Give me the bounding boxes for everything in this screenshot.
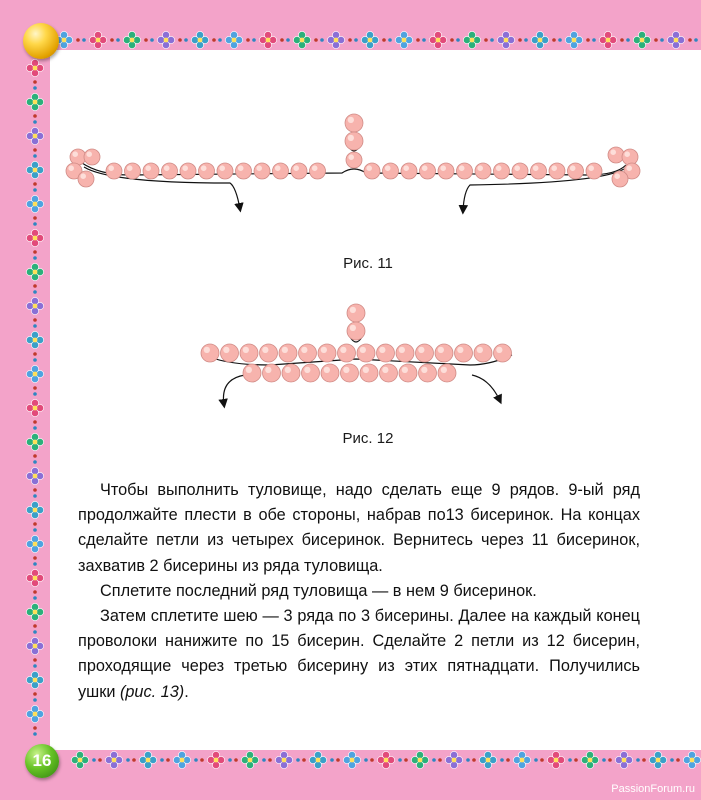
- small-bead: [314, 38, 318, 42]
- small-bead: [626, 38, 630, 42]
- small-bead: [246, 38, 250, 42]
- small-bead: [33, 460, 37, 464]
- small-bead: [642, 758, 646, 762]
- small-bead: [422, 38, 426, 42]
- small-bead: [33, 562, 37, 566]
- bead-flower-icon: [343, 751, 360, 768]
- bead-flower-icon: [26, 399, 43, 416]
- small-bead: [354, 38, 358, 42]
- bead-flower-icon: [26, 603, 43, 620]
- bead: [360, 364, 378, 382]
- bead-flower-icon: [615, 751, 632, 768]
- small-bead: [33, 182, 37, 186]
- bead: [106, 163, 122, 179]
- small-bead: [518, 38, 522, 42]
- small-bead: [33, 284, 37, 288]
- bead: [612, 171, 628, 187]
- small-bead: [33, 630, 37, 634]
- small-bead: [33, 692, 37, 696]
- paragraph-3: [78, 604, 640, 705]
- bead-flower-icon: [26, 365, 43, 382]
- small-bead: [620, 38, 624, 42]
- small-bead: [33, 86, 37, 90]
- small-bead: [262, 758, 266, 762]
- small-bead: [364, 758, 368, 762]
- bead-flower-icon: [225, 31, 242, 48]
- bead: [260, 344, 278, 362]
- bead-flower-icon: [445, 751, 462, 768]
- small-bead: [302, 758, 306, 762]
- bead-flower-icon: [71, 751, 88, 768]
- small-bead: [126, 758, 130, 762]
- small-bead: [654, 38, 658, 42]
- small-bead: [33, 732, 37, 736]
- small-bead: [33, 528, 37, 532]
- small-bead: [33, 494, 37, 498]
- bead-flower-icon: [26, 331, 43, 348]
- figure-11-caption: Рис. 11: [343, 255, 393, 272]
- bead-flower-icon: [191, 31, 208, 48]
- bead-flower-icon: [479, 751, 496, 768]
- bead: [399, 364, 417, 382]
- bead-flower-icon: [26, 705, 43, 722]
- small-bead: [592, 38, 596, 42]
- small-bead: [506, 758, 510, 762]
- bead-flower-icon: [26, 59, 43, 76]
- bead-flower-icon: [241, 751, 258, 768]
- bead-flower-icon: [26, 263, 43, 280]
- bead-flower-icon: [497, 31, 514, 48]
- paragraph-3-end: .: [184, 682, 189, 701]
- bead-flower-icon: [429, 31, 446, 48]
- small-bead: [212, 38, 216, 42]
- small-bead: [490, 38, 494, 42]
- paragraph-1: Чтобы выполнить туловище, надо сделать еще 9 рядов. 9-ый ряд продолжайте плести в обе стороны, набрав по13 бисеринок. На концах сделайте петли из четырех бисеринок. Вернитесь через 11 бисеринок, захватив 2 бисерины из ряда туловища.: [78, 481, 640, 575]
- bead: [84, 149, 100, 165]
- bead-flower-icon: [157, 31, 174, 48]
- small-bead: [92, 758, 96, 762]
- small-bead: [218, 38, 222, 42]
- bead-flower-icon: [565, 31, 582, 48]
- small-bead: [33, 358, 37, 362]
- bead: [143, 163, 159, 179]
- bead: [401, 163, 417, 179]
- small-bead: [76, 38, 80, 42]
- small-bead: [33, 250, 37, 254]
- figure-13-reference: (рис. 13): [119, 682, 185, 701]
- small-bead: [33, 726, 37, 730]
- small-bead: [602, 758, 606, 762]
- small-bead: [456, 38, 460, 42]
- small-bead: [438, 758, 442, 762]
- small-bead: [33, 698, 37, 702]
- small-bead: [348, 38, 352, 42]
- page-number: 16: [32, 751, 52, 770]
- bead-flower-icon: [463, 31, 480, 48]
- bead-border-bottom: [50, 745, 701, 775]
- bead: [338, 344, 356, 362]
- small-bead: [472, 758, 476, 762]
- bead-flower-icon: [667, 31, 684, 48]
- small-bead: [82, 38, 86, 42]
- bead: [291, 163, 307, 179]
- small-bead: [450, 38, 454, 42]
- bead-flower-icon: [26, 161, 43, 178]
- small-bead: [370, 758, 374, 762]
- bead: [435, 344, 453, 362]
- gold-ball-icon: [23, 23, 59, 59]
- figure-12-bead-diagram: [190, 295, 530, 415]
- small-bead: [574, 758, 578, 762]
- bead-flower-icon: [581, 751, 598, 768]
- small-bead: [33, 80, 37, 84]
- bead: [622, 149, 638, 165]
- bead-flower-icon: [361, 31, 378, 48]
- bead-flower-icon: [683, 751, 700, 768]
- small-bead: [336, 758, 340, 762]
- bead: [512, 163, 528, 179]
- bead: [475, 163, 491, 179]
- small-bead: [144, 38, 148, 42]
- bead: [236, 163, 252, 179]
- bead: [273, 163, 289, 179]
- small-bead: [382, 38, 386, 42]
- small-bead: [330, 758, 334, 762]
- bead: [345, 114, 363, 132]
- bead-flower-icon: [26, 569, 43, 586]
- bead: [608, 147, 624, 163]
- bead: [78, 171, 94, 187]
- small-bead: [184, 38, 188, 42]
- bead: [438, 364, 456, 382]
- small-bead: [404, 758, 408, 762]
- paragraph-2: Сплетите последний ряд туловища — в нем 9 бисеринок.: [100, 581, 537, 600]
- bead-flower-icon: [26, 433, 43, 450]
- bead: [377, 344, 395, 362]
- bead-flower-icon: [207, 751, 224, 768]
- page-number-badge: [25, 744, 59, 778]
- small-bead: [33, 420, 37, 424]
- small-bead: [33, 392, 37, 396]
- bead: [474, 344, 492, 362]
- bead-flower-icon: [26, 127, 43, 144]
- bead: [347, 322, 365, 340]
- small-bead: [432, 758, 436, 762]
- small-bead: [116, 38, 120, 42]
- small-bead: [568, 758, 572, 762]
- small-bead: [33, 556, 37, 560]
- small-bead: [540, 758, 544, 762]
- small-bead: [670, 758, 674, 762]
- bead-flower-icon: [309, 751, 326, 768]
- bead: [263, 364, 281, 382]
- bead: [494, 344, 512, 362]
- small-bead: [33, 188, 37, 192]
- small-bead: [33, 290, 37, 294]
- bead: [396, 344, 414, 362]
- small-bead: [33, 352, 37, 356]
- bead-flower-icon: [26, 297, 43, 314]
- small-bead: [676, 758, 680, 762]
- bead: [457, 163, 473, 179]
- small-bead: [660, 38, 664, 42]
- small-bead: [33, 216, 37, 220]
- bead-flower-icon: [599, 31, 616, 48]
- bead: [586, 163, 602, 179]
- small-bead: [33, 256, 37, 260]
- watermark: PassionForum.ru: [611, 783, 695, 795]
- small-bead: [33, 386, 37, 390]
- small-bead: [33, 658, 37, 662]
- bead: [345, 132, 363, 150]
- small-bead: [33, 426, 37, 430]
- bead: [383, 163, 399, 179]
- small-bead: [33, 120, 37, 124]
- small-bead: [33, 324, 37, 328]
- bead: [321, 364, 339, 382]
- bead: [299, 344, 317, 362]
- small-bead: [33, 664, 37, 668]
- bead-flower-icon: [377, 751, 394, 768]
- bead-flower-icon: [26, 501, 43, 518]
- bead-flower-icon: [26, 671, 43, 688]
- small-bead: [552, 38, 556, 42]
- small-bead: [524, 38, 528, 42]
- small-bead: [132, 758, 136, 762]
- small-bead: [33, 114, 37, 118]
- small-bead: [636, 758, 640, 762]
- bead-flower-icon: [513, 751, 530, 768]
- bead: [341, 364, 359, 382]
- bead-flower-icon: [123, 31, 140, 48]
- small-bead: [688, 38, 692, 42]
- bead: [254, 163, 270, 179]
- figure-11-bead-diagram: [60, 105, 660, 225]
- bead: [282, 364, 300, 382]
- small-bead: [33, 488, 37, 492]
- small-bead: [33, 522, 37, 526]
- bead-border-top: [50, 25, 701, 55]
- bead: [357, 344, 375, 362]
- bead: [420, 163, 436, 179]
- bead: [416, 344, 434, 362]
- bead-flower-icon: [293, 31, 310, 48]
- bead: [318, 344, 336, 362]
- small-bead: [194, 758, 198, 762]
- small-bead: [416, 38, 420, 42]
- bead-flower-icon: [89, 31, 106, 48]
- small-bead: [388, 38, 392, 42]
- bead-flower-icon: [26, 535, 43, 552]
- bead-flower-icon: [275, 751, 292, 768]
- bead-flower-icon: [173, 751, 190, 768]
- small-bead: [586, 38, 590, 42]
- small-bead: [33, 148, 37, 152]
- small-bead: [178, 38, 182, 42]
- bead-border-left: [20, 50, 50, 750]
- bead-flower-icon: [633, 31, 650, 48]
- instruction-text: [78, 478, 640, 705]
- small-bead: [33, 596, 37, 600]
- small-bead: [296, 758, 300, 762]
- small-bead: [466, 758, 470, 762]
- bead: [380, 364, 398, 382]
- bead-flower-icon: [531, 31, 548, 48]
- small-bead: [160, 758, 164, 762]
- bead: [125, 163, 141, 179]
- small-bead: [286, 38, 290, 42]
- bead-flower-icon: [411, 751, 428, 768]
- bead-flower-icon: [547, 751, 564, 768]
- small-bead: [33, 624, 37, 628]
- small-bead: [166, 758, 170, 762]
- bead: [70, 149, 86, 165]
- bead: [199, 163, 215, 179]
- bead: [549, 163, 565, 179]
- bead-flower-icon: [26, 195, 43, 212]
- small-bead: [33, 154, 37, 158]
- small-bead: [33, 590, 37, 594]
- bead: [310, 163, 326, 179]
- bead-flower-icon: [395, 31, 412, 48]
- small-bead: [33, 454, 37, 458]
- bead: [347, 304, 365, 322]
- bead-flower-icon: [26, 229, 43, 246]
- bead-flower-icon: [26, 637, 43, 654]
- small-bead: [500, 758, 504, 762]
- small-bead: [398, 758, 402, 762]
- bead: [346, 152, 362, 168]
- bead-flower-icon: [649, 751, 666, 768]
- bead: [494, 163, 510, 179]
- bead: [364, 163, 380, 179]
- bead-flower-icon: [327, 31, 344, 48]
- small-bead: [200, 758, 204, 762]
- bead: [221, 344, 239, 362]
- bead-flower-icon: [26, 467, 43, 484]
- bead-flower-icon: [105, 751, 122, 768]
- bead: [302, 364, 320, 382]
- small-bead: [252, 38, 256, 42]
- small-bead: [98, 758, 102, 762]
- small-bead: [484, 38, 488, 42]
- small-bead: [280, 38, 284, 42]
- bead-flower-icon: [139, 751, 156, 768]
- bead: [243, 364, 261, 382]
- figure-12-caption: Рис. 12: [342, 430, 394, 447]
- small-bead: [268, 758, 272, 762]
- bead: [162, 163, 178, 179]
- small-bead: [33, 318, 37, 322]
- small-bead: [558, 38, 562, 42]
- bead: [201, 344, 219, 362]
- small-bead: [608, 758, 612, 762]
- paragraph-3-text: Затем сплетите шею — 3 ряда по 3 бисерины. Далее на каждый конец проволоки нанижите по 15 бисерин. Сделайте 2 петли из 12 бисерин, проходящие через третью бисерину из этих пятнадцати. Получились ушки: [78, 607, 640, 701]
- bead: [419, 364, 437, 382]
- bead: [568, 163, 584, 179]
- small-bead: [234, 758, 238, 762]
- bead: [279, 344, 297, 362]
- small-bead: [694, 38, 698, 42]
- small-bead: [320, 38, 324, 42]
- small-bead: [228, 758, 232, 762]
- bead: [217, 163, 233, 179]
- small-bead: [150, 38, 154, 42]
- bead: [455, 344, 473, 362]
- bead: [180, 163, 196, 179]
- bead: [531, 163, 547, 179]
- bead: [438, 163, 454, 179]
- bead-flower-icon: [26, 93, 43, 110]
- bead: [240, 344, 258, 362]
- bead-flower-icon: [259, 31, 276, 48]
- small-bead: [534, 758, 538, 762]
- small-bead: [110, 38, 114, 42]
- small-bead: [33, 222, 37, 226]
